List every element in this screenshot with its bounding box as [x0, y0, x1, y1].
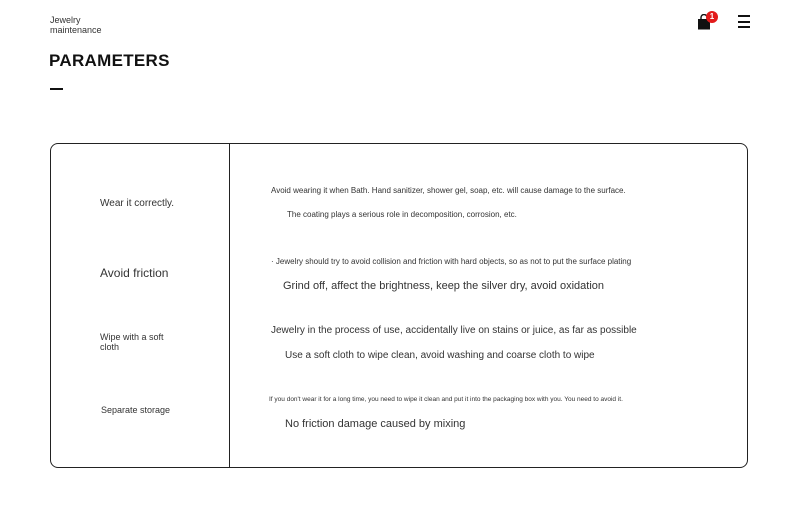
brand-title[interactable]: Jewelry maintenance [50, 15, 102, 35]
parameter-label: Wear it correctly. [100, 198, 175, 209]
parameter-text: Avoid wearing it when Bath. Hand sanitizer, shower gel, soap, etc. will cause damage to the surface. [271, 186, 626, 195]
parameter-text: No friction damage caused by mixing [285, 418, 466, 430]
parameter-text: · Jewelry should try to avoid collision and friction with hard objects, so as not to put the surface plating [271, 257, 632, 266]
page-title: PARAMETERS [49, 51, 170, 70]
parameter-text: Jewelry in the process of use, accidentally live on stains or juice, as far as possible [271, 325, 637, 336]
title-underline [50, 88, 63, 90]
parameter-text: The coating plays a serious role in decomposition, corrosion, etc. [287, 210, 517, 219]
parameter-label: Avoid friction [100, 266, 169, 280]
parameter-text: Use a soft cloth to wipe clean, avoid washing and coarse cloth to wipe [285, 350, 595, 361]
column-divider [229, 143, 230, 468]
parameter-text: If you don't wear it for a long time, you need to wipe it clean and put it into the packaging box with you. You need to avoid it. [269, 396, 623, 403]
hamburger-menu-icon[interactable] [738, 15, 750, 29]
parameter-text: Grind off, affect the brightness, keep the silver dry, avoid oxidation [283, 280, 605, 292]
parameter-label: Separate storage [101, 405, 171, 415]
parameter-label: Wipe with a soft cloth [100, 332, 164, 352]
cart-count-badge: 1 [706, 11, 718, 23]
